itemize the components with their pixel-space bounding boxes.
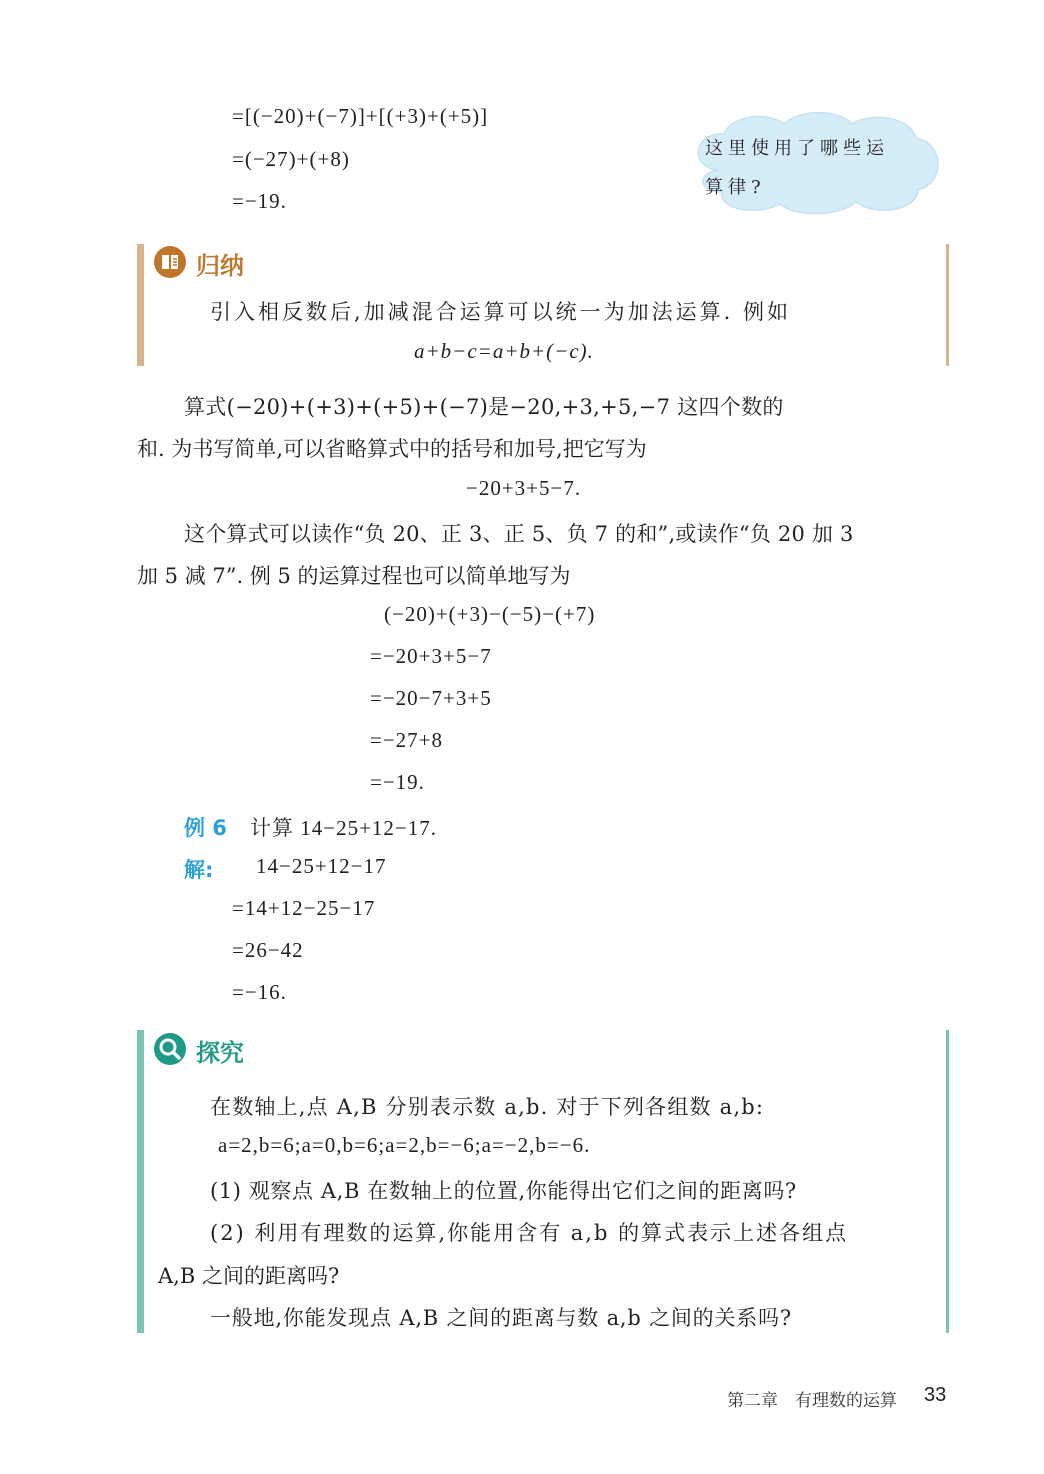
explore-line-1: 在数轴上,点 A,B 分别表示数 a,b. 对于下列各组数 a,b: [210, 1095, 765, 1119]
explore-question-3: 一般地,你能发现点 A,B 之间的距离与数 a,b 之间的关系吗? [210, 1306, 792, 1330]
explore-question-2b: A,B 之间的距离吗? [158, 1264, 340, 1288]
top-step-3: =−19. [232, 189, 287, 213]
summary-formula: a+b−c=a+b+(−c). [414, 339, 594, 363]
summary-box-right-bar [946, 244, 949, 366]
ex6-step-3: =26−42 [232, 938, 304, 962]
cloud-line-1: 这里使用了哪些运 [705, 138, 889, 159]
para1-formula: −20+3+5−7. [466, 476, 582, 500]
footer-chapter: 第二章 有理数的运算 [727, 1391, 897, 1411]
example6-label: 例 6 [184, 816, 227, 840]
page-number: 33 [924, 1384, 947, 1406]
ex5-step-2: =−20+3+5−7 [370, 644, 492, 668]
explore-box-left-bar [137, 1030, 144, 1333]
ex5-step-3: =−20−7+3+5 [370, 686, 492, 710]
cloud-line-2: 算律? [705, 177, 766, 198]
explore-title: 探究 [196, 1039, 244, 1067]
ex6-step-1: 14−25+12−17 [256, 854, 387, 878]
explore-box-right-bar [946, 1030, 949, 1333]
summary-box-left-bar [137, 244, 144, 366]
para1-line-1: 算式(−20)+(+3)+(+5)+(−7)是−20,+3,+5,−7 这四个数的 [184, 395, 784, 419]
top-step-2: =(−27)+(+8) [232, 147, 350, 171]
magnifier-icon [154, 1033, 186, 1065]
ex5-step-5: =−19. [370, 770, 425, 794]
ex5-step-1: (−20)+(+3)−(−5)−(+7) [384, 602, 596, 626]
para1-line-2: 和. 为书写简单,可以省略算式中的括号和加号,把它写为 [137, 437, 647, 461]
explore-line-2: a=2,b=6;a=0,b=6;a=2,b=−6;a=−2,b=−6. [218, 1133, 591, 1157]
solution-label: 解: [184, 858, 214, 882]
summary-title: 归纳 [196, 252, 244, 280]
explore-question-1: (1) 观察点 A,B 在数轴上的位置,你能得出它们之间的距离吗? [210, 1179, 797, 1203]
ex6-step-2: =14+12−25−17 [232, 896, 376, 920]
summary-text: 引入相反数后,加减混合运算可以统一为加法运算. 例如 [210, 300, 792, 324]
thought-cloud [688, 110, 944, 216]
book-icon [154, 246, 186, 278]
para2-line-1: 这个算式可以读作“负 20、正 3、正 5、负 7 的和”,或读作“负 20 加 3 [184, 522, 854, 546]
explore-question-2a: (2) 利用有理数的运算,你能用含有 a,b 的算式表示上述各组点 [210, 1221, 849, 1245]
para2-line-2: 加 5 减 7”. 例 5 的运算过程也可以简单地写为 [137, 564, 571, 588]
example6-task: 计算 14−25+12−17. [250, 816, 438, 840]
top-step-1: =[(−20)+(−7)]+[(+3)+(+5)] [232, 104, 489, 128]
ex5-step-4: =−27+8 [370, 728, 444, 752]
ex6-step-4: =−16. [232, 980, 287, 1004]
